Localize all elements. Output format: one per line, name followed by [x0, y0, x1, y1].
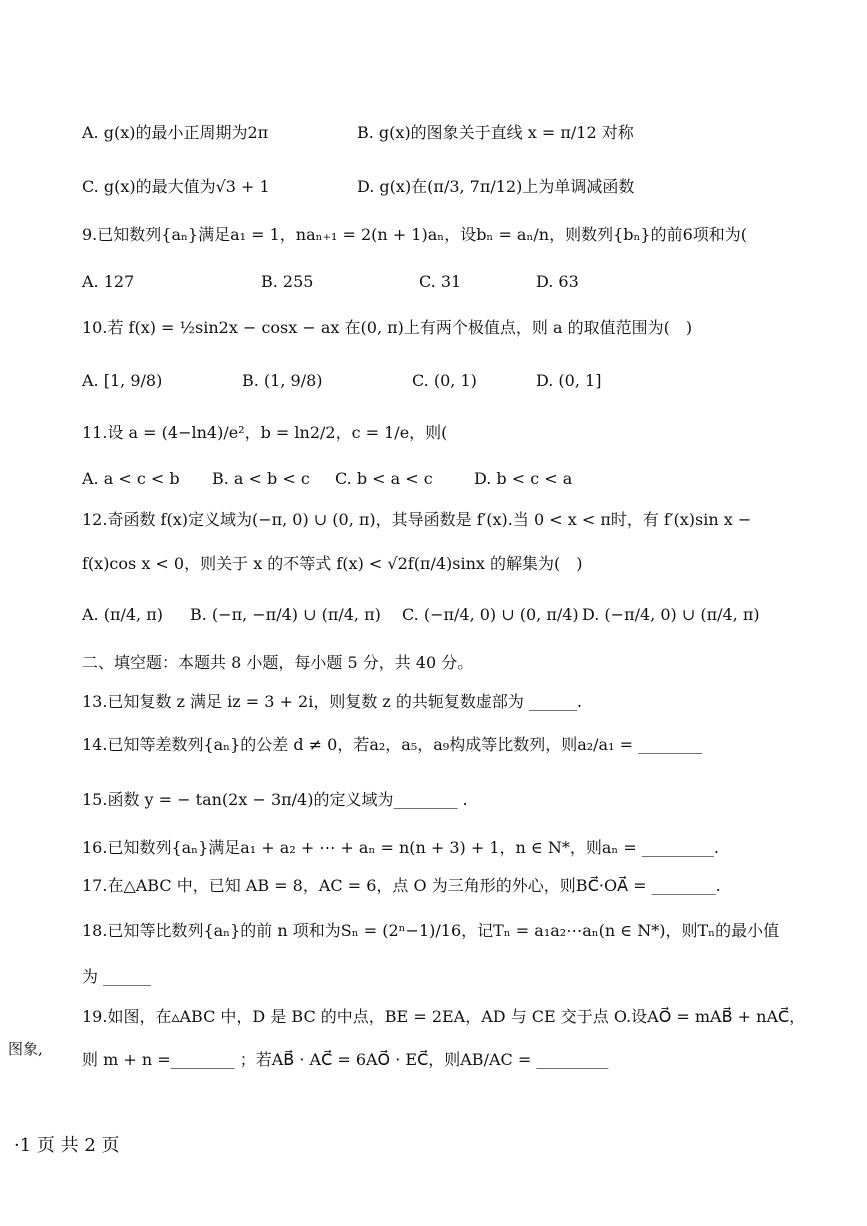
q11-option-d: D. b < c < a — [474, 469, 573, 488]
q11-option-b: B. a < b < c — [212, 469, 310, 488]
q12-option-d: D. (−π/4, 0) ∪ (π/4, π) — [582, 605, 760, 624]
q12-option-b: B. (−π, −π/4) ∪ (π/4, π) — [190, 605, 381, 624]
q10-option-a: A. [1, 9/8) — [82, 371, 163, 390]
q10-option-b: B. (1, 9/8) — [242, 371, 323, 390]
q8-option-c: C. g(x)的最大值为√3 + 1 — [82, 177, 270, 196]
q8-option-a: A. g(x)的最小正周期为2π — [82, 123, 269, 142]
q9-option-a: A. 127 — [82, 272, 135, 291]
q17: 17.在△ABC 中，已知 AB = 8，AC = 6，点 O 为三角形的外心，则BC⃗·OA⃗ = ________. — [82, 876, 721, 895]
q10-option-c: C. (0, 1) — [412, 371, 477, 390]
section-heading-fill-in: 二、填空题：本题共 8 小题，每小题 5 分，共 40 分。 — [82, 653, 474, 672]
q19-line1: 19.如图，在▵ABC 中，D 是 BC 的中点，BE = 2EA，AD 与 CE 交于点 O.设AO⃗ = mAB⃗ + nAC⃗， — [82, 1007, 806, 1026]
q12-option-a: A. (π/4, π) — [82, 605, 163, 624]
q12-option-c: C. (−π/4, 0) ∪ (0, π/4) — [402, 605, 579, 624]
q10-option-d: D. (0, 1] — [536, 371, 602, 390]
q18-line2: 为 ______ — [82, 967, 152, 986]
q8-option-b: B. g(x)的图象关于直线 x = π/12 对称 — [357, 123, 634, 142]
q10-stem: 10.若 f(x) = ½sin2x − cosx − ax 在(0, π)上有两个极值点，则 a 的取值范围为( ) — [82, 318, 693, 337]
q12-stem-line1: 12.奇函数 f(x)定义域为(−π, 0) ∪ (0, π)，其导函数是 f′(x).当 0 < x < π时，有 f′(x)sin x − — [82, 510, 752, 529]
q11-option-a: A. a < c < b — [82, 469, 180, 488]
q9-stem: 9.已知数列{aₙ}满足a₁ = 1，naₙ₊₁ = 2(n + 1)aₙ，设bₙ = aₙ/n，则数列{bₙ}的前6项和为( — [82, 225, 748, 244]
q8-option-d: D. g(x)在(π/3, 7π/12)上为单调减函数 — [357, 177, 635, 196]
q18-line1: 18.已知等比数列{aₙ}的前 n 项和为Sₙ = (2ⁿ−1)/16，记Tₙ = a₁a₂⋯aₙ(n ∈ N*)，则Tₙ的最小值 — [82, 921, 780, 940]
q15: 15.函数 y = − tan(2x − 3π/4)的定义域为________ . — [82, 790, 468, 809]
q9-option-c: C. 31 — [419, 272, 462, 291]
q13: 13.已知复数 z 满足 iz = 3 + 2i，则复数 z 的共轭复数虚部为 ______. — [82, 692, 583, 711]
q12-stem-line2: f(x)cos x < 0，则关于 x 的不等式 f(x) < √2f(π/4)sinx 的解集为( ) — [82, 554, 583, 573]
page-footer: ·1 页 共 2 页 — [14, 1135, 120, 1156]
q11-option-c: C. b < a < c — [335, 469, 433, 488]
q11-stem: 11.设 a = (4−ln4)/e²，b = ln2/2，c = 1/e，则( — [82, 423, 448, 442]
margin-note: 图象, — [8, 1040, 43, 1058]
q9-option-b: B. 255 — [261, 272, 314, 291]
q14: 14.已知等差数列{aₙ}的公差 d ≠ 0，若a₂，a₅，a₉构成等比数列，则a₂/a₁ = ________ — [82, 735, 703, 754]
q19-line2: 则 m + n =________ ；若AB⃗ · AC⃗ = 6AO⃗ · EC⃗，则AB/AC = _________ — [82, 1050, 609, 1069]
q9-option-d: D. 63 — [536, 272, 579, 291]
q16: 16.已知数列{aₙ}满足a₁ + a₂ + ⋯ + aₙ = n(n + 3) + 1，n ∈ N*，则aₙ = _________. — [82, 838, 720, 857]
